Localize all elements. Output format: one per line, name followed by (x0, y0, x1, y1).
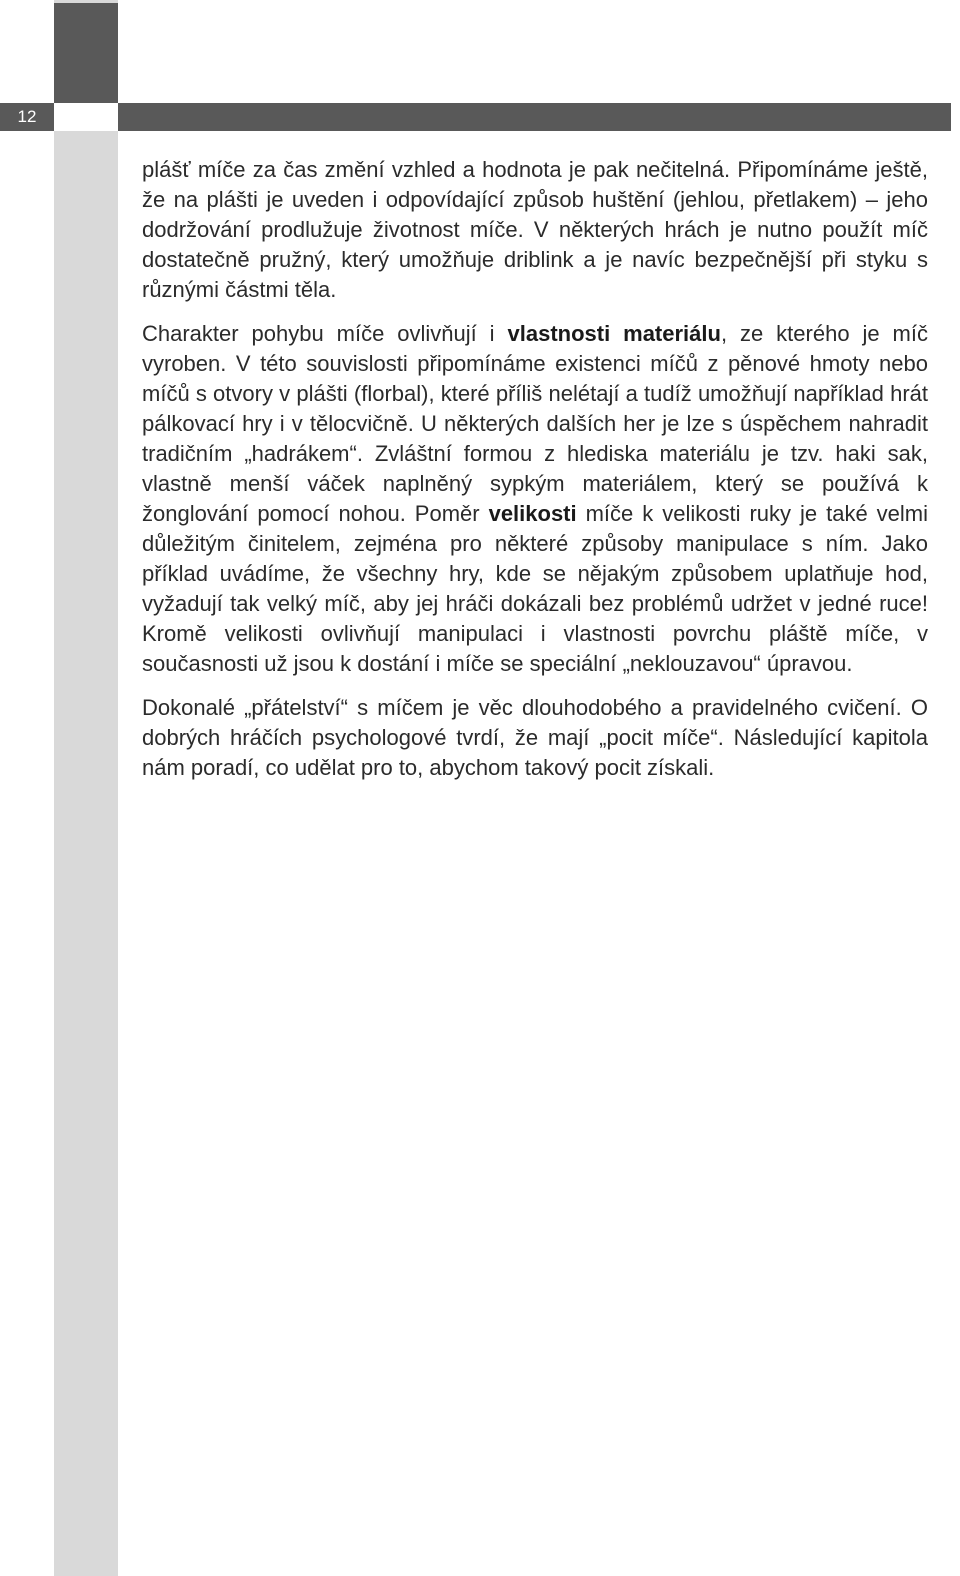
paragraph-2 (142, 319, 928, 679)
header-bar (0, 103, 951, 131)
paragraph-1 (142, 155, 928, 305)
paragraph-3 (142, 693, 928, 783)
paragraph-3-text: Dokonalé „přátelství“ s míčem je věc dlouhodobého a pravidelného cvičení. O dobrých hráčích psychologové tvrdí, že mají „pocit míče“. Následující kapitola nám poradí, co udělat pro to, abychom takový pocit získali. (142, 695, 928, 780)
page-margin-strip (54, 0, 118, 1576)
term-material-properties: vlastnosti materiálu (507, 321, 721, 346)
header-gap (54, 103, 118, 131)
paragraph-2-text-a: Charakter pohybu míče ovlivňují i (142, 321, 508, 346)
page-number: 12 (0, 103, 54, 131)
paragraph-2-text-c: míče k velikosti ruky je také velmi důležitým činitelem, zejména pro některé způsoby manipulace s ním. Jako příklad uvádíme, že všechny hry, kde se nějakým způsobem uplatňuje hod, vyžadují tak velký míč, aby jej hráči dokázali bez problémů udržet v jedné ruce! Kromě velikosti ovlivňují manipulaci i vlastnosti povrchu pláště míče, v současnosti už jsou k dostání i míče se speciální „neklouzavou“ úpravou. (142, 501, 929, 676)
term-size: velikosti (488, 501, 577, 526)
paragraph-1-text: plášť míče za čas změní vzhled a hodnota je pak nečitelná. Připomínáme ještě, že na plášti je uveden i odpovídající způsob huštění (jehlou, přetlakem) – jeho dodržování prodlužuje životnost míče. V některých hrách je nutno použít míč dostatečně pružný, který umožňuje driblink a je navíc bezpečnější při styku s různými částmi těla. (142, 157, 928, 302)
page-top-block (54, 3, 118, 103)
body-text (142, 155, 928, 797)
paragraph-2-text-b: , ze kterého je míč vyroben. V této souvislosti připomínáme existenci míčů z pěnové hmoty nebo míčů s otvory v plášti (florbal), které příliš nelétají a tudíž umožňují například hrát pálkovací hry i v tělocvičně. U některých dalších her je lze s úspěchem nahradit tradičním „hadrákem“. Zvláštní formou z hlediska materiálu je tzv. haki sak, vlastně menší váček naplněný sypkým materiálem, který se používá k žonglování pomocí nohou. Poměr (142, 321, 928, 526)
